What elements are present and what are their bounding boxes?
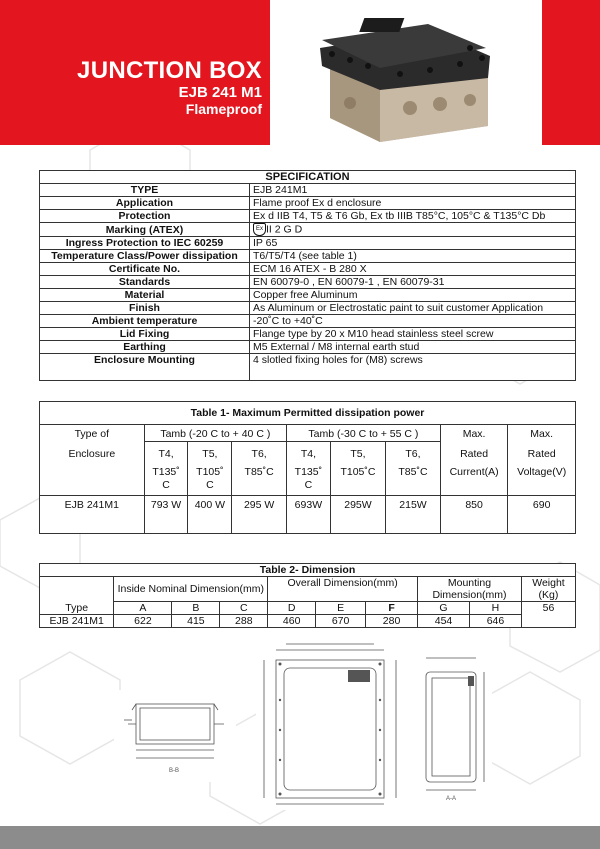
table1-caption: Table 1- Maximum Permitted dissipation power: [40, 402, 576, 425]
spec-row: Ambient temperature -20˚C to +40˚C: [40, 315, 576, 328]
junction-box-photo: [310, 8, 495, 143]
spec-row: Marking (ATEX) Ex II 2 G D: [40, 223, 576, 237]
footer-bar: [0, 826, 600, 849]
spec-row: Finish As Aluminum or Electrostatic paint to suit customer Application: [40, 302, 576, 315]
spec-row: Material Copper free Aluminum: [40, 289, 576, 302]
spec-row: Protection Ex d IIB T4, T5 & T6 Gb, Ex tb IIIB T85°C, 105°C & T135°C Db: [40, 210, 576, 223]
spec-row: Ingress Protection to IEC 60259 IP 65: [40, 237, 576, 250]
dissipation-power-table: Table 1- Maximum Permitted dissipation power Type of Tamb (-20 C to + 40 C ) Tamb (-30 C to + 55 C ) Max. Max. Enclosure T4, T5, T6, T4, T5, T6, Rated Rated T135˚ C T105˚ C T85˚C T135˚ C T105˚C T85˚C Current(A) Voltage(V) EJB 241M1 793 W 400 W 295 W 693W 295W 215W 850 690: [39, 401, 576, 534]
spec-heading: SPECIFICATION: [40, 171, 576, 184]
spec-row: Standards EN 60079-0 , EN 60079-1 , EN 60079-31: [40, 276, 576, 289]
spec-row: Application Flame proof Ex d enclosure: [40, 197, 576, 210]
table1-row: EJB 241M1 793 W 400 W 295 W 693W 295W 215W 850 690: [40, 496, 576, 534]
spec-row: TYPE EJB 241M1: [40, 184, 576, 197]
table2-caption: Table 2- Dimension: [40, 564, 576, 577]
spec-row: Temperature Class/Power dissipation T6/T5/T4 (see table 1): [40, 250, 576, 263]
header-title-block: [77, 58, 262, 118]
section-drawing: [114, 690, 236, 782]
page-title: JUNCTION BOX: [77, 57, 262, 84]
svg-text:B-B: B-B: [169, 768, 180, 774]
model-code: EJB 241 M1: [178, 84, 262, 101]
subtitle: Flameproof: [185, 101, 262, 117]
spec-row: Enclosure Mounting 4 slotled fixing holes for (M8) screws: [40, 354, 576, 381]
ex-marking-icon: Ex: [253, 223, 266, 236]
svg-text:A-A: A-A: [446, 796, 457, 802]
header-red-accent: [542, 0, 600, 145]
spec-row: Certificate No. ECM 16 ATEX - B 280 X: [40, 263, 576, 276]
specification-table: [39, 170, 576, 381]
side-view-drawing: [416, 650, 492, 805]
spec-row: Lid Fixing Flange type by 20 x M10 head stainless steel screw: [40, 328, 576, 341]
dimension-table: Table 2- Dimension Inside Nominal Dimension(mm) Overall Dimension(mm) Mounting Dimension(mm) Weight (Kg) Type A B C D E F G H 56 EJB 241M1 622 415 288 460 670 280 454 646: [39, 563, 576, 628]
table2-row: EJB 241M1 622 415 288 460 670 280 454 646: [40, 615, 576, 628]
front-view-drawing: [256, 640, 406, 810]
spec-row: Earthing M5 External / M8 internal earth stud: [40, 341, 576, 354]
